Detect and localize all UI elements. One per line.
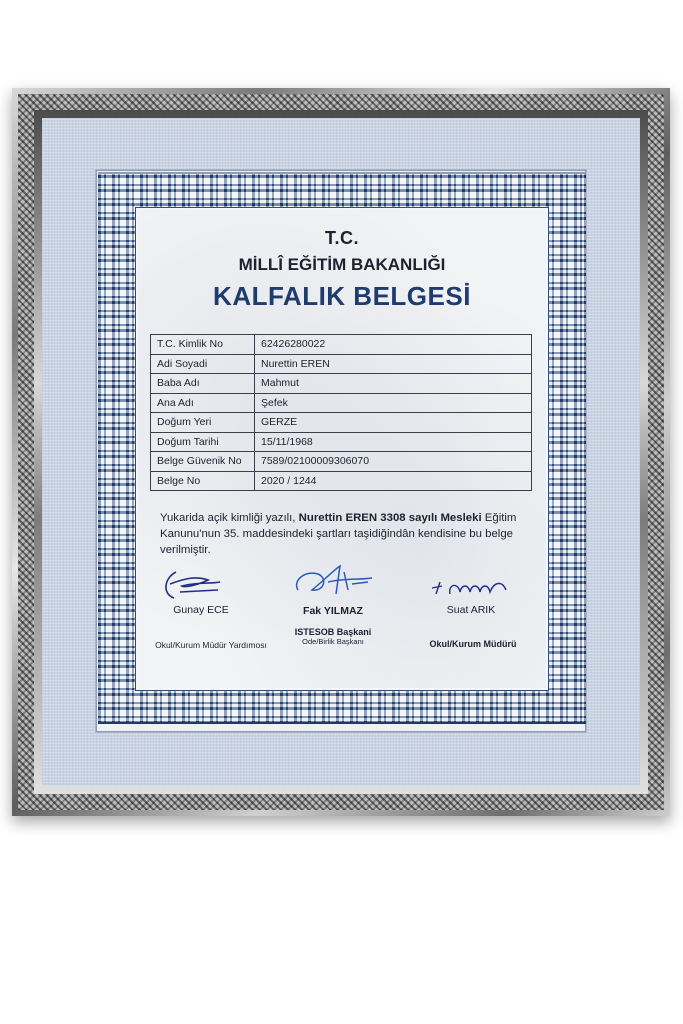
table-row: [151, 393, 532, 413]
field-value: 15/11/1968: [255, 432, 532, 452]
signature-suat-arik: [428, 574, 512, 604]
signature-role-3: [408, 639, 538, 649]
field-label: Ana Adı: [151, 393, 255, 413]
field-label: Doğum Tarihi: [151, 432, 255, 452]
field-value: Nurettin EREN: [255, 354, 532, 374]
certificate-title: KALFALIK BELGESİ: [213, 281, 471, 311]
table-row: [151, 413, 532, 433]
field-label: Belge Güvenik No: [151, 452, 255, 472]
field-label: Doğum Yeri: [151, 413, 255, 433]
certificate: [98, 172, 586, 724]
signer-role: ISTESOB Başkani: [294, 627, 372, 637]
statement-name: Nurettin EREN 3308 sayılı Mesleki: [298, 512, 482, 524]
signer-role: Okul/Kurum Müdürü: [429, 639, 517, 649]
table-row: [151, 335, 532, 355]
signature-fak-yilmaz: [288, 560, 378, 604]
certificate-statement: [160, 510, 538, 558]
field-value: GERZE: [255, 413, 532, 433]
signer-name: Gunay ECE: [173, 604, 229, 616]
signature-block-1: [146, 604, 256, 616]
statement-part2: Eğitim Kanunu'nun 35. maddesindeki şartları taşidiğindân kendisine bu belge verilmiştir.: [160, 512, 517, 556]
table-row: [151, 452, 532, 472]
field-label: Belge No: [151, 471, 255, 491]
table-row: [151, 432, 532, 452]
field-value: 62426280022: [255, 335, 532, 355]
signer-organization: Ode/Birlik Başkanı: [302, 637, 364, 646]
table-row: [151, 471, 532, 491]
info-table: [150, 334, 532, 491]
signer-role: Okul/Kurum Müdür Yardımosı: [155, 640, 267, 650]
signer-name: Suat ARIK: [446, 604, 496, 616]
signature-role-1: [136, 640, 286, 650]
header-ministry: MİLLÎ EĞİTİM BAKANLIĞI: [238, 255, 446, 274]
signer-name: Fak YILMAZ: [303, 605, 363, 617]
field-value: Mahmut: [255, 374, 532, 394]
field-value: 2020 / 1244: [255, 471, 532, 491]
header-tc: T.C.: [324, 228, 359, 248]
signature-block-3: [416, 604, 526, 616]
field-label: Baba Adı: [151, 374, 255, 394]
field-value: 7589/02100009306070: [255, 452, 532, 472]
signature-role-2: [268, 627, 398, 646]
table-row: [151, 374, 532, 394]
field-value: Şefek: [255, 393, 532, 413]
field-label: Adi Soyadi: [151, 354, 255, 374]
signature-block-2: [273, 605, 393, 617]
statement-part1: Yukarida açik kimliği yazılı,: [160, 512, 299, 524]
signature-gunay-ece: [156, 564, 226, 604]
table-row: [151, 354, 532, 374]
field-label: T.C. Kimlik No: [151, 335, 255, 355]
